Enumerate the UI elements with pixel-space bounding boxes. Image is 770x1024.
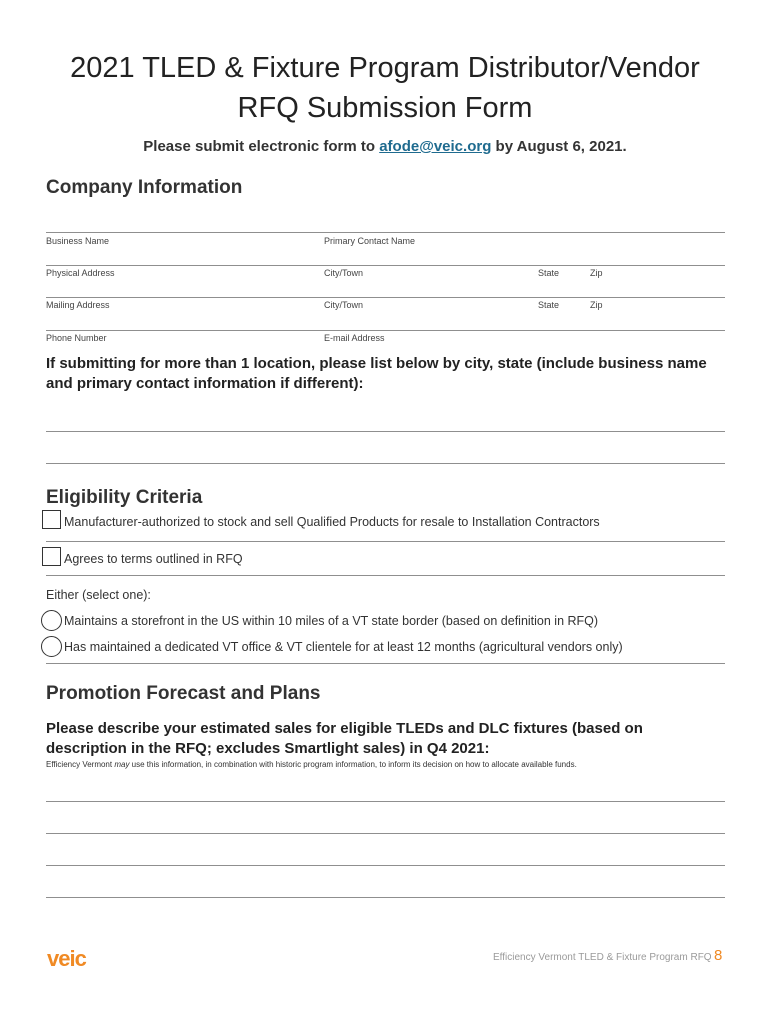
submit-prefix: Please submit electronic form to xyxy=(143,138,380,155)
locations-line-1[interactable] xyxy=(46,431,725,432)
physical-address-label: Physical Address xyxy=(46,268,115,278)
select-one-label: Either (select one): xyxy=(46,588,151,602)
phone-field[interactable] xyxy=(46,330,725,331)
storefront-label: Maintains a storefront in the US within 10 miles of a VT state border (based on definition in RFQ) xyxy=(64,614,599,628)
manufacturer-authorized-label: Manufacturer-authorized to stock and sell Qualified Products for resale to Installation Contractors xyxy=(64,515,600,529)
state-label: State xyxy=(538,268,560,278)
sales-question: Please describe your estimated sales for eligible TLEDs and DLC fixtures (based on description in the RFQ; excludes Smartlight sales) in Q4 2021: xyxy=(46,720,643,757)
mailing-address-field[interactable] xyxy=(46,297,725,298)
eligibility-heading: Eligibility Criteria xyxy=(46,487,203,508)
state-label: State xyxy=(538,300,560,310)
sales-answer-line-2[interactable] xyxy=(46,833,725,834)
vt-office-radio[interactable] xyxy=(41,636,62,657)
mailing-address-label: Mailing Address xyxy=(46,300,110,310)
zip-label: Zip xyxy=(590,268,603,278)
vt-office-label: Has maintained a dedicated VT office & VT clientele for at least 12 months (agricultural vendors only) xyxy=(64,640,623,654)
title-line-2: RFQ Submission Form xyxy=(237,92,533,124)
sales-note xyxy=(46,760,577,769)
note-prefix: Efficiency Vermont xyxy=(46,760,115,769)
business-name-field[interactable] xyxy=(46,232,725,233)
locations-heading: If submitting for more than 1 location, please list below by city, state (include business name and primary contact information if different): xyxy=(46,355,707,392)
submit-suffix: by August 6, 2021. xyxy=(491,138,627,155)
svg-text:veic: veic xyxy=(47,946,86,971)
zip-label: Zip xyxy=(590,300,603,310)
locations-line-2[interactable] xyxy=(46,463,725,464)
divider xyxy=(46,575,725,576)
manufacturer-authorized-checkbox[interactable] xyxy=(42,510,61,529)
physical-address-field[interactable] xyxy=(46,265,725,266)
footer-text: Efficiency Vermont TLED & Fixture Program RFQ xyxy=(493,952,712,963)
title-line-1: 2021 TLED & Fixture Program Distributor/Vendor xyxy=(70,52,700,84)
city-label: City/Town xyxy=(324,300,364,310)
phone-number-label: Phone Number xyxy=(46,333,107,343)
storefront-radio[interactable] xyxy=(41,610,62,631)
company-information-heading: Company Information xyxy=(46,177,243,198)
divider xyxy=(46,663,725,664)
agrees-terms-checkbox[interactable] xyxy=(42,547,61,566)
note-suffix: use this information, in combination with historic program information, to inform its decision on how to allocate available funds. xyxy=(129,760,577,769)
veic-logo xyxy=(47,945,95,976)
sales-answer-line-1[interactable] xyxy=(46,801,725,802)
page-number: 8 xyxy=(714,947,723,964)
veic-logo-graphic xyxy=(47,945,95,971)
promotion-heading: Promotion Forecast and Plans xyxy=(46,683,321,704)
divider xyxy=(46,541,725,542)
primary-contact-label: Primary Contact Name xyxy=(324,236,416,246)
business-name-label: Business Name xyxy=(46,236,110,246)
email-link[interactable]: afode@veic.org xyxy=(379,138,492,155)
submission-instructions xyxy=(0,138,770,155)
page-title xyxy=(0,48,770,128)
agrees-terms-label: Agrees to terms outlined in RFQ xyxy=(64,552,243,566)
sales-answer-line-4[interactable] xyxy=(46,897,725,898)
email-address-label: E-mail Address xyxy=(324,333,385,343)
city-label: City/Town xyxy=(324,268,364,278)
note-emphasis: may xyxy=(114,760,130,769)
sales-answer-line-3[interactable] xyxy=(46,865,725,866)
